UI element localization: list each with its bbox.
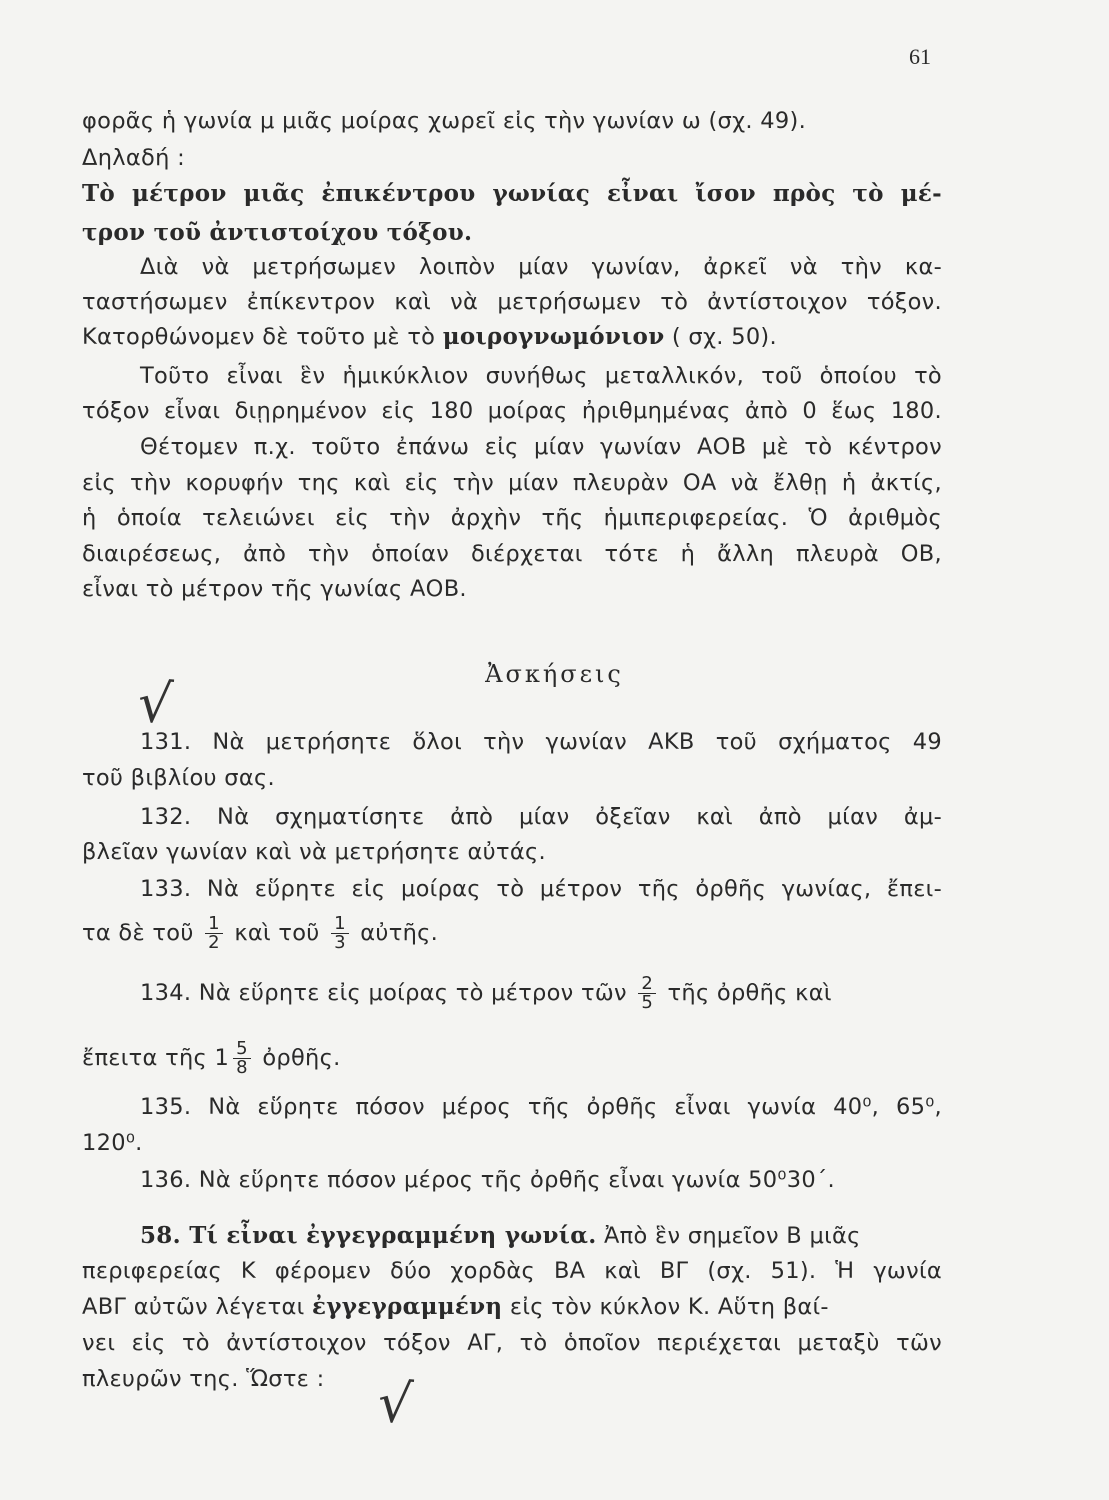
text-line: ταστήσωμεν ἐπίκεντρον καὶ νὰ μετρήσωμεν τὸ ἀντίστοιχον τόξον. (82, 289, 942, 315)
handwritten-checkmark: √ (135, 670, 175, 737)
exercise-line: 131. Νὰ μετρήσητε ὅλοι τὴν γωνίαν ΑΚΒ τοῦ σχήματος 49 (140, 729, 942, 755)
fraction-denominator: 5 (641, 992, 654, 1013)
text-line: Τοῦτο εἶναι ἓν ἡμικύκλιον συνήθως μεταλλικόν, τοῦ ὁποίου τὸ (140, 363, 942, 389)
exercise-line: 133. Νὰ εὕρητε εἰς μοίρας τὸ μέτρον τῆς ὀρθῆς γωνίας, ἔπει- (140, 876, 942, 902)
text-line: τόξον εἶναι διῃρημένον εἰς 180 μοίρας ἠριθμημένας ἀπὸ 0 ἕως 180. (82, 398, 942, 424)
text-line: εἰς τὴν κορυφήν της καὶ εἰς τὴν μίαν πλευρὰν ΟΑ νὰ ἔλθῃ ἡ ἀκτίς, (82, 470, 942, 496)
theorem-line: Τὸ μέτρον μιᾶς ἐπικέντρου γωνίας εἶναι ἴσον πρὸς τὸ μέ- (82, 180, 942, 207)
text-line: περιφερείας Κ φέρομεν δύο χορδὰς ΒΑ καὶ ΒΓ (σχ. 51). Ἡ γωνία (82, 1258, 942, 1284)
fraction-denominator: 2 (208, 932, 220, 953)
fraction-numerator: 1 (331, 915, 349, 934)
fraction (638, 975, 656, 1012)
exercise-line: 135. Νὰ εὕρητε πόσον μέρος τῆς ὀρθῆς εἶναι γωνία 40⁰, 65⁰, (140, 1094, 942, 1120)
text-span: ΑΒΓ αὐτῶν λέγεται (82, 1294, 305, 1320)
text-span: Κατορθώνομεν δὲ τοῦτο μὲ τὸ (82, 324, 436, 350)
text-span: τα δὲ τοῦ (82, 920, 194, 946)
exercise-line: 132. Νὰ σχηματίσητε ἀπὸ μίαν ὀξεῖαν καὶ ἀπὸ μίαν ἀμ- (140, 804, 942, 830)
text-line (82, 1292, 942, 1322)
text-line: Θέτομεν π.χ. τοῦτο ἐπάνω εἰς μίαν γωνίαν ΑΟΒ μὲ τὸ κέντρον (140, 434, 942, 460)
text-line: πλευρῶν της. Ὥστε : (82, 1366, 325, 1392)
text-line: Δηλαδή : (82, 145, 185, 171)
fraction (205, 915, 223, 952)
text-span: ( σχ. 50). (671, 324, 777, 350)
text-span: εἰς τὸν κύκλον Κ. Αὕτη βαί- (509, 1294, 829, 1320)
fraction-numerator: 2 (638, 975, 656, 994)
term-inscribed: ἐγγεγραμμένη (311, 1293, 503, 1320)
theorem-line: τρον τοῦ ἀντιστοίχου τόξου. (82, 219, 473, 246)
fraction (233, 1040, 251, 1077)
exercise-line: βλεῖαν γωνίαν καὶ νὰ μετρήσητε αὐτάς. (82, 839, 546, 865)
exercise-line (82, 1040, 942, 1077)
text-span: Ἀπὸ ἓν σημεῖον Β μιᾶς (603, 1223, 861, 1249)
fraction-denominator: 8 (236, 1057, 248, 1078)
text-span: καὶ τοῦ (234, 920, 320, 946)
text-span: αὐτῆς. (360, 920, 439, 946)
exercise-line: 120⁰. (82, 1130, 143, 1156)
text-line: εἶναι τὸ μέτρον τῆς γωνίας ΑΟΒ. (82, 576, 467, 602)
handwritten-checkmark: √ (375, 1370, 415, 1437)
exercise-line: 136. Νὰ εὕρητε πόσον μέρος τῆς ὀρθῆς εἶναι γωνία 50⁰30΄. (140, 1167, 835, 1193)
text-span: 134. Νὰ εὕρητε εἰς μοίρας τὸ μέτρον τῶν (140, 980, 627, 1006)
text-line (82, 322, 942, 352)
text-span: ἔπειτα τῆς 1 (82, 1045, 230, 1071)
text-span: ὀρθῆς. (262, 1045, 341, 1071)
text-line: Διὰ νὰ μετρήσωμεν λοιπὸν μίαν γωνίαν, ἀρκεῖ νὰ τὴν κα- (140, 254, 942, 280)
fraction (331, 915, 349, 952)
text-line: νει εἰς τὸ ἀντίστοιχον τόξον ΑΓ, τὸ ὁποῖον περιέχεται μεταξὺ τῶν (82, 1330, 942, 1356)
page-number: 61 (909, 44, 931, 69)
section-title: 58. Τί εἶναι ἐγγεγραμμένη γωνία. (140, 1222, 597, 1249)
exercise-line: τοῦ βιβλίου σας. (82, 765, 275, 791)
text-line: φορᾶς ἡ γωνία μ μιᾶς μοίρας χωρεῖ εἰς τὴν γωνίαν ω (σχ. 49). (82, 108, 807, 134)
exercises-heading: Ἀσκήσεις (485, 660, 624, 688)
fraction-numerator: 5 (233, 1040, 251, 1059)
exercise-line (140, 975, 942, 1012)
text-span: τῆς ὀρθῆς καὶ (667, 980, 832, 1006)
fraction-denominator: 3 (334, 932, 346, 953)
exercise-line (82, 915, 942, 952)
text-line: ἡ ὁποία τελειώνει εἰς τὴν ἀρχὴν τῆς ἡμιπεριφερείας. Ὁ ἀριθμὸς (82, 505, 942, 531)
fraction-numerator: 1 (205, 915, 223, 934)
term-protractor: μοιρογνωμόνιον (442, 323, 665, 350)
text-line: διαιρέσεως, ἀπὸ τὴν ὁποίαν διέρχεται τότε ἡ ἄλλη πλευρὰ ΟΒ, (82, 541, 942, 567)
section-heading-line (140, 1221, 942, 1251)
